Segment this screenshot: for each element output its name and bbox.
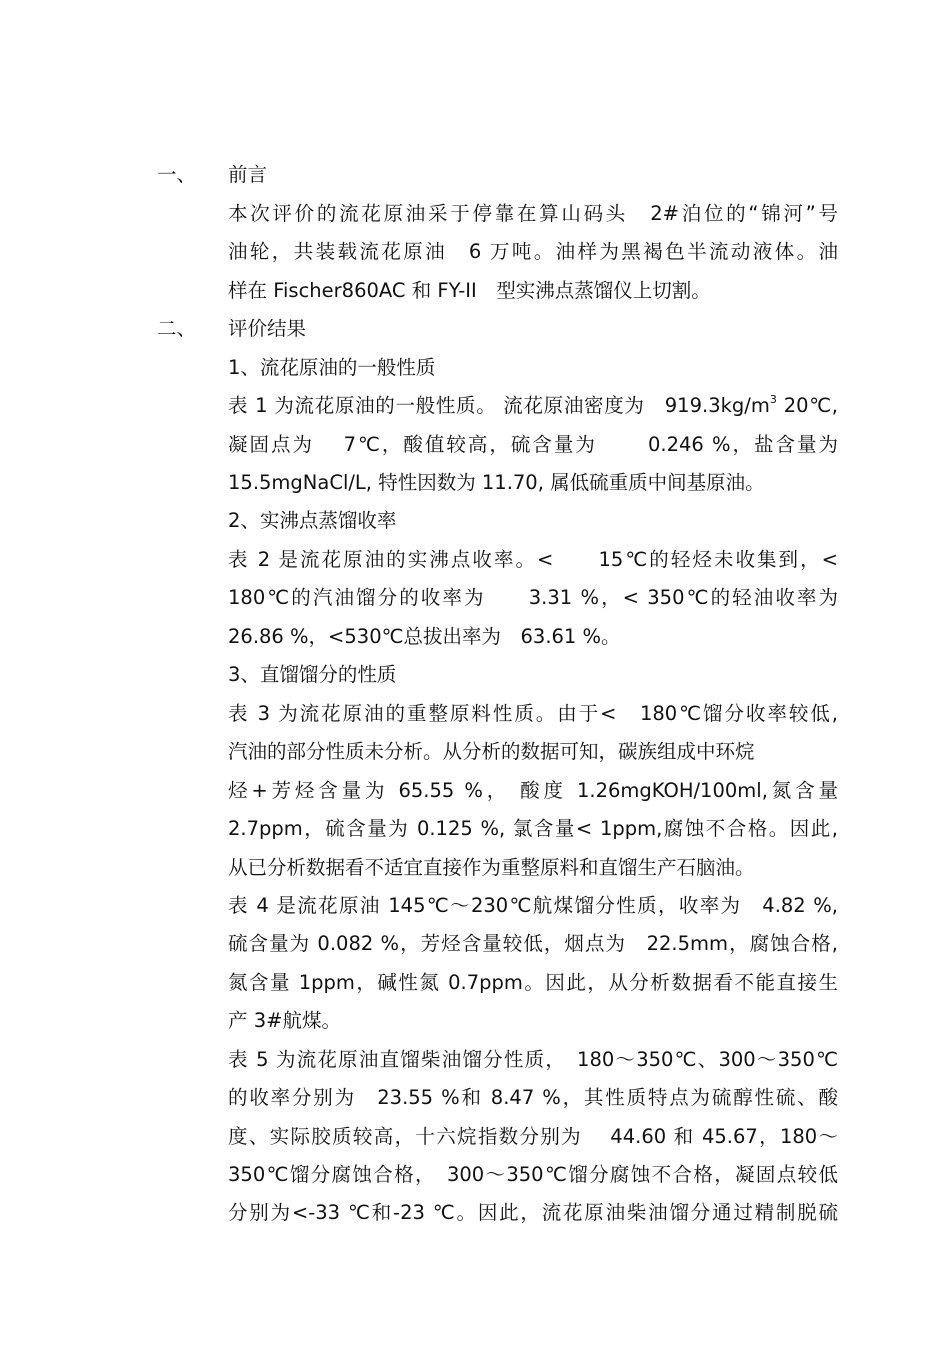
tbp-line-1: 表 2 是流花原油的实沸点收率。< 15℃的轻烃未收集到，< [228, 548, 838, 571]
preface-line-2: 油轮，共装载流花原油 6 万吨。油样为黑褐色半流动液体。油 [228, 240, 838, 263]
superscript-3: 3 [769, 393, 777, 406]
fraction-line-6: 表 4 是流花原油 145℃～230℃航煤馏分性质，收率为 4.82 %, [228, 894, 838, 917]
fraction-line-1: 表 3 为流花原油的重整原料性质。由于< 180℃馏分收率较低, [228, 702, 838, 725]
tbp-line-3: 26.86 %，<530℃总拔出率为 63.61 %。 [228, 625, 621, 648]
fraction-line-4: 2.7ppm，硫含量为 0.125 %, 氯含量< 1ppm,腐蚀不合格。因此, [228, 817, 838, 840]
fraction-line-13: 350℃馏分腐蚀合格， 300～350℃馏分腐蚀不合格，凝固点较低 [228, 1163, 838, 1186]
fraction-line-5: 从已分析数据看不适宜直接作为重整原料和直馏生产石脑油。 [228, 856, 755, 879]
section-2-number: 二、 [157, 317, 197, 340]
fraction-line-12: 度、实际胶质较高，十六烷指数分别为 44.60 和 45.67，180～ [228, 1125, 838, 1148]
general-properties-line-2: 凝固点为 7℃，酸值较高，硫含量为 0.246 %，盐含量为 [228, 433, 838, 456]
fraction-line-14: 分别为<-33 ℃和-23 ℃。因此，流花原油柴油馏分通过精制脱硫 [228, 1201, 838, 1224]
fraction-line-2: 汽油的部分性质未分析。从分析的数据可知，碳族组成中环烷 [228, 740, 755, 763]
preface-line-3: 样在 Fischer860AC 和 FY-II 型实沸点蒸馏仪上切割。 [228, 279, 711, 302]
density-text: 表 1 为流花原油的一般性质。 流花原油密度为 919.3kg/m [228, 394, 770, 417]
fraction-line-8: 氮含量 1ppm，碱性氮 0.7ppm。因此，从分析数据看不能直接生 [228, 971, 838, 994]
preface-line-1: 本次评价的流花原油采于停靠在算山码头 2#泊位的“锦河”号 [228, 202, 838, 225]
general-properties-line-1 [228, 394, 838, 421]
subsection-1-heading: 1、流花原油的一般性质 [228, 356, 436, 379]
fraction-line-9: 产 3#航煤。 [228, 1009, 341, 1032]
section-1-title: 前言 [228, 163, 268, 186]
section-1-number: 一、 [157, 163, 197, 186]
subsection-2-heading: 2、实沸点蒸馏收率 [228, 509, 397, 532]
temperature-text: 20℃, [776, 394, 839, 417]
general-properties-line-3: 15.5mgNaCl/L, 特性因数为 11.70, 属低硫重质中间基原油。 [228, 471, 765, 494]
tbp-line-2: 180℃的汽油馏分的收率为 3.31 %，< 350℃的轻油收率为 [228, 586, 838, 609]
fraction-line-10: 表 5 为流花原油直馏柴油馏分性质， 180～350℃、300～350℃ [228, 1048, 838, 1071]
fraction-line-11: 的收率分别为 23.55 %和 8.47 %，其性质特点为硫醇性硫、酸 [228, 1086, 838, 1109]
fraction-line-7: 硫含量为 0.082 %，芳烃含量较低，烟点为 22.5mm，腐蚀合格, [228, 932, 838, 955]
fraction-line-3: 烃+芳烃含量为 65.55 %， 酸度 1.26mgKOH/100ml,氮含量 [228, 779, 838, 802]
section-2-title: 评价结果 [228, 317, 307, 340]
subsection-3-heading: 3、直馏馏分的性质 [228, 663, 397, 686]
